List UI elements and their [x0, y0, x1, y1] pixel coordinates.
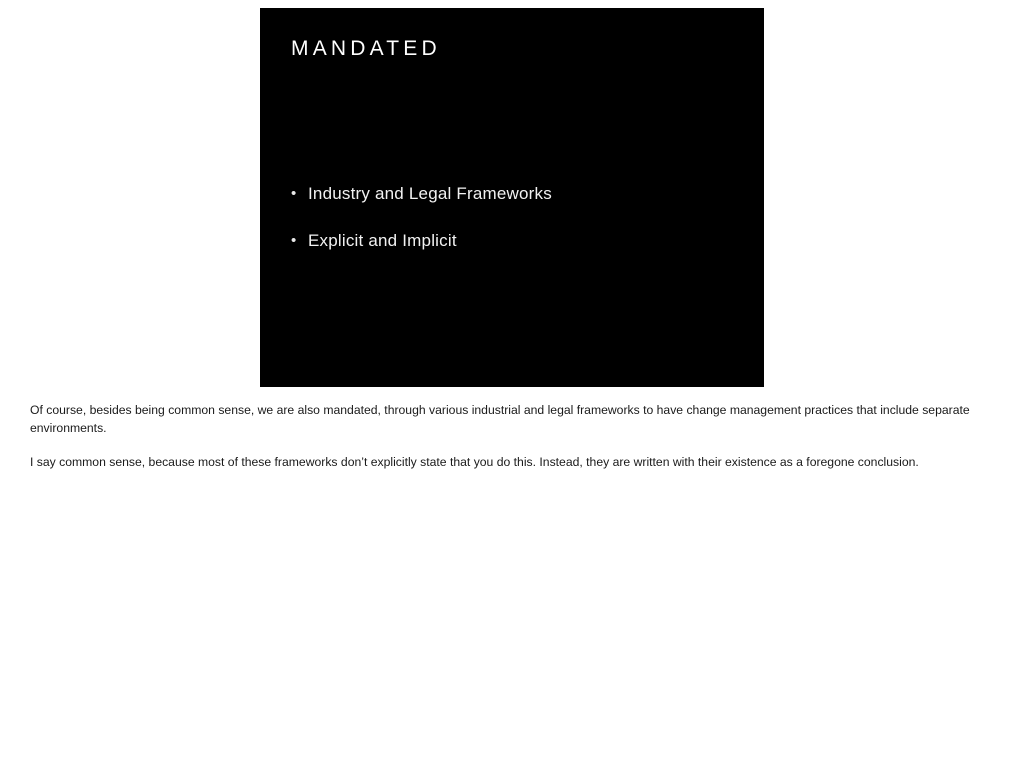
notes-paragraph: I say common sense, because most of these frameworks don’t explicitly state that you do this. Instead, they are written with their existence as a foregone conclusion.	[30, 455, 919, 469]
bullet-text: Explicit and Implicit	[308, 231, 457, 250]
bullet-dot-icon: •	[291, 185, 297, 202]
bullet-dot-icon: •	[291, 232, 297, 249]
slide-canvas	[260, 8, 764, 387]
list-item	[291, 183, 731, 205]
slide-title: MANDATED	[291, 37, 441, 60]
slide-bullet-list	[291, 183, 731, 277]
bullet-text: Industry and Legal Frameworks	[308, 184, 552, 203]
list-item	[291, 230, 731, 252]
speaker-notes	[30, 401, 980, 487]
notes-paragraph: Of course, besides being common sense, we are also mandated, through various industrial and legal frameworks to have change management practices that include separate environments.	[30, 403, 970, 435]
